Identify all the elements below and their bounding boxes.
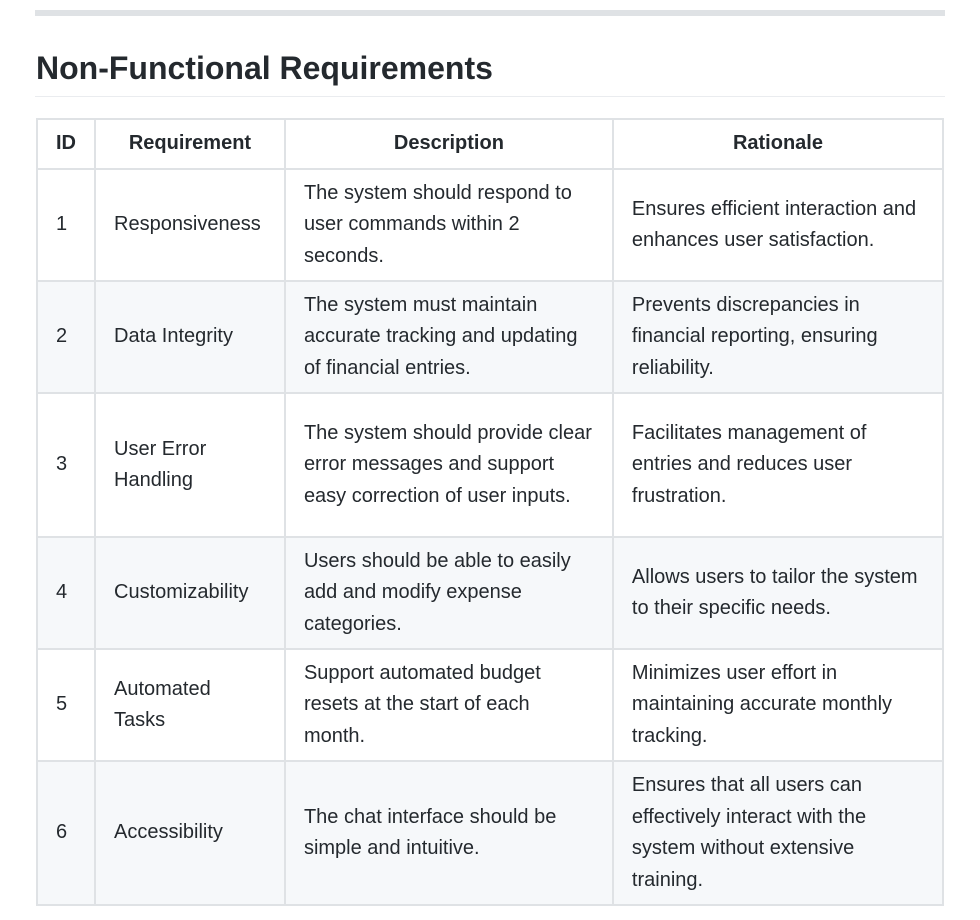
requirements-table	[36, 118, 944, 906]
cell-description: The system should respond to user commands within 2 seconds.	[285, 169, 613, 281]
section-title: Non-Functional Requirements	[36, 50, 493, 86]
cell-description: Support automated budget resets at the start of each month.	[285, 649, 613, 761]
cell-rationale: Ensures efficient interaction and enhances user satisfaction.	[613, 169, 943, 281]
cell-description: The system should provide clear error messages and support easy correction of user inputs.	[285, 393, 613, 537]
table-row	[37, 281, 943, 393]
cell-requirement: Accessibility	[95, 761, 285, 905]
table-row	[37, 537, 943, 649]
cell-id: 1	[37, 169, 95, 281]
cell-description: Users should be able to easily add and modify expense categories.	[285, 537, 613, 649]
cell-rationale: Allows users to tailor the system to their specific needs.	[613, 537, 943, 649]
cell-id: 3	[37, 393, 95, 537]
header-requirement: Requirement	[95, 119, 285, 169]
title-divider	[35, 96, 945, 97]
header-description: Description	[285, 119, 613, 169]
cell-requirement: Data Integrity	[95, 281, 285, 393]
cell-description: The chat interface should be simple and intuitive.	[285, 761, 613, 905]
cell-id: 5	[37, 649, 95, 761]
header-id: ID	[37, 119, 95, 169]
cell-rationale: Facilitates management of entries and reduces user frustration.	[613, 393, 943, 537]
cell-description: The system must maintain accurate tracking and updating of financial entries.	[285, 281, 613, 393]
cell-id: 6	[37, 761, 95, 905]
table-row	[37, 393, 943, 537]
cell-id: 4	[37, 537, 95, 649]
header-rationale: Rationale	[613, 119, 943, 169]
cell-rationale: Minimizes user effort in maintaining accurate monthly tracking.	[613, 649, 943, 761]
table-row	[37, 649, 943, 761]
top-divider	[35, 10, 945, 16]
table-row	[37, 169, 943, 281]
cell-requirement: Responsiveness	[95, 169, 285, 281]
cell-requirement: User Error Handling	[95, 393, 285, 537]
cell-id: 2	[37, 281, 95, 393]
table-header-row	[37, 119, 943, 169]
cell-requirement: Customizability	[95, 537, 285, 649]
table-row	[37, 761, 943, 905]
cell-rationale: Prevents discrepancies in financial reporting, ensuring reliability.	[613, 281, 943, 393]
cell-requirement: Automated Tasks	[95, 649, 285, 761]
cell-rationale: Ensures that all users can effectively interact with the system without extensive training.	[613, 761, 943, 905]
